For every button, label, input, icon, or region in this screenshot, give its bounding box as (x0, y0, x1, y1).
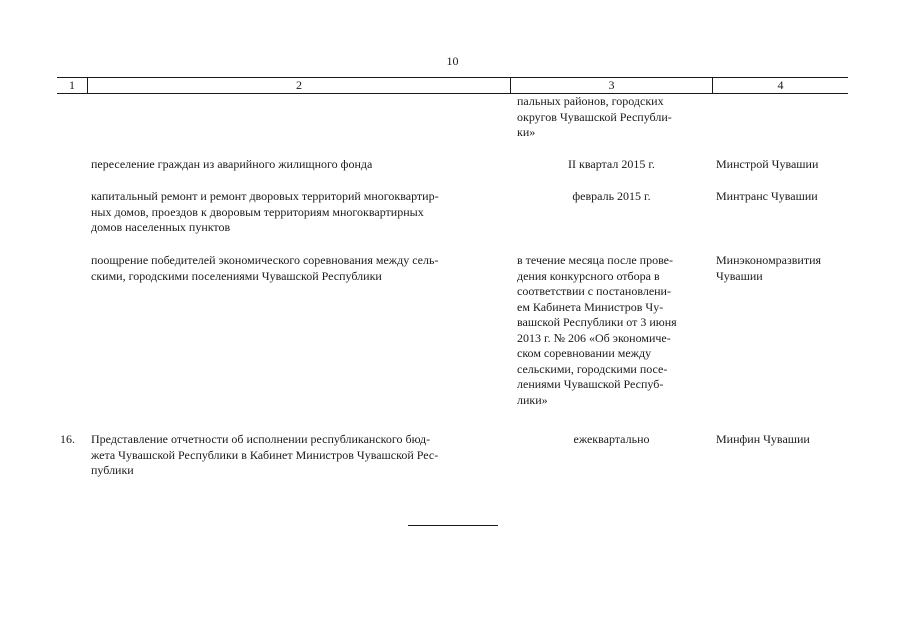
header-col-2: 2 (88, 78, 511, 93)
page-number: 10 (446, 54, 459, 68)
row-3-deadline-line: дения конкурсного отбора в (517, 268, 660, 283)
row-4-description-line: Представление отчетности об исполнении республиканского бюд- (91, 432, 431, 446)
row-3-responsible-line: Чувашии (716, 268, 763, 283)
row-3-deadline-line: лениями Чувашской Респуб- (517, 377, 664, 391)
row-3-responsible-line: Минэкономразвития (716, 253, 822, 267)
row-3-deadline-line: сельскими, городскими посе- (517, 361, 668, 376)
row-3-description (91, 253, 504, 284)
row-4-responsible: Минфин Чувашии (716, 432, 810, 446)
row-3-deadline-line: лики» (517, 392, 548, 407)
row-3-deadline-line: соответствии с постановлени- (517, 284, 671, 298)
row-3-deadline-line: вашской Республики от 3 июня (517, 315, 677, 329)
header-col-3: 3 (511, 78, 713, 93)
row-3-deadline-line: ем Кабинета Министров Чу- (517, 299, 664, 314)
row-2-deadline: февраль 2015 г. (572, 189, 651, 203)
header-col-4: 4 (777, 78, 784, 92)
row-3-deadline-line: ском соревновании между (517, 346, 652, 360)
row-3-description-line: поощрение победителей экономического соревнования между сель- (91, 253, 439, 267)
row-2-description-line: ных домов, проездов к дворовым территориям многоквартирных (91, 204, 424, 219)
row-4-number: 16. (60, 432, 75, 446)
row-3-deadline (517, 253, 701, 408)
continuation-deadline-line (517, 94, 701, 110)
text-fragment: пальных районов, городских (517, 94, 664, 108)
row-2-description-line: капитальный ремонт и ремонт дворовых территорий многоквартир- (91, 189, 439, 203)
row-4-description-line: публики (91, 463, 134, 477)
row-3-description-line: скими, городскими поселениями Чувашской Республики (91, 268, 382, 283)
row-3-responsible (716, 253, 848, 284)
footer-divider (408, 525, 498, 526)
continuation-deadline (517, 94, 701, 141)
row-2-responsible: Минтранс Чувашии (716, 189, 818, 203)
row-4-description (91, 432, 504, 479)
row-3-deadline-line: в течение месяца после прове- (517, 253, 673, 267)
row-1-responsible: Минстрой Чувашии (716, 157, 819, 171)
row-4-deadline: ежеквартально (573, 432, 650, 446)
row-1-description: переселение граждан из аварийного жилищного фонда (91, 157, 373, 171)
header-col-1: 1 (57, 78, 88, 93)
row-4-description-line: жета Чувашской Республики в Кабинет Министров Чувашской Рес- (91, 447, 439, 462)
continuation-deadline-line: ки» (517, 125, 536, 139)
row-2-description (91, 189, 504, 236)
table-header-row (57, 77, 848, 94)
row-1-deadline: II квартал 2015 г. (568, 157, 655, 171)
row-3-deadline-line: 2013 г. № 206 «Об экономиче- (517, 330, 671, 345)
row-2-description-line: домов населенных пунктов (91, 220, 231, 234)
continuation-deadline-line: округов Чувашской Республи- (517, 109, 672, 124)
